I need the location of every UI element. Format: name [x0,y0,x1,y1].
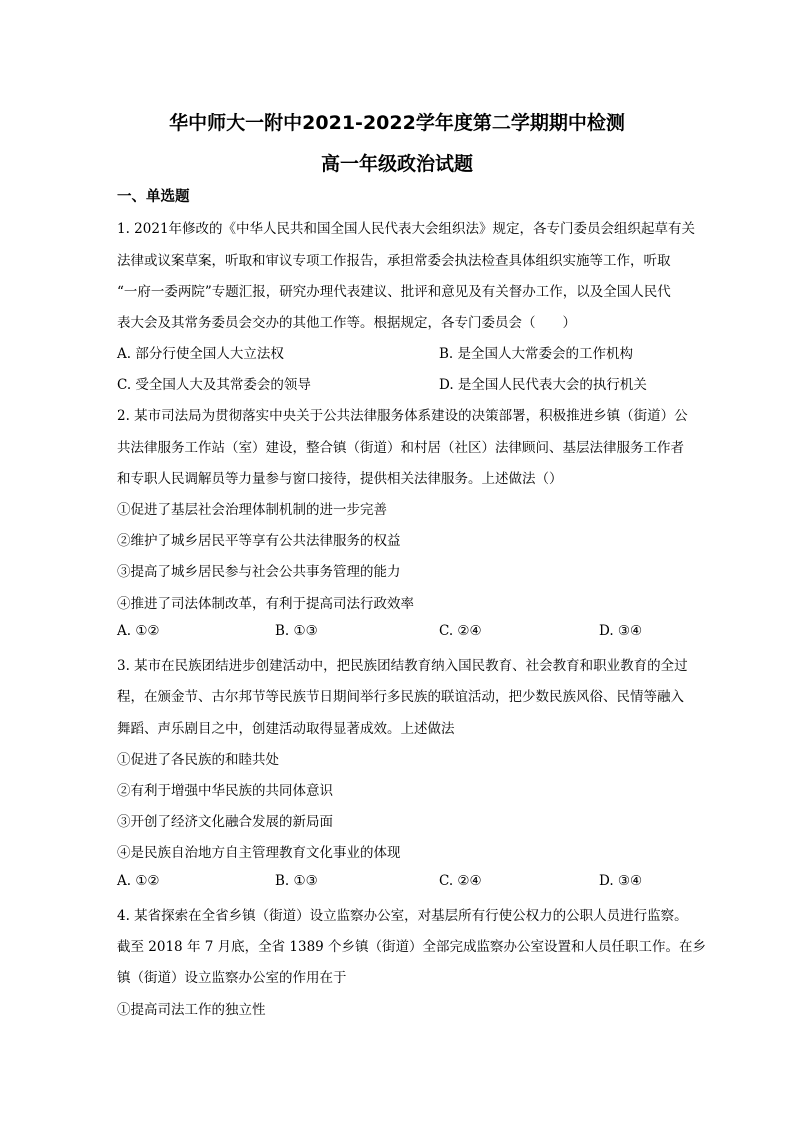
option-a: A. ①② [117,623,160,639]
question-line: 4. 某省探索在全省乡镇（街道）设立监察办公室，对基层所有行使公权力的公职人员进行监察。 [117,908,688,924]
question-line: 3. 某市在民族团结进步创建活动中，把民族团结教育纳入国民教育、社会教育和职业教育的全过 [117,658,688,674]
question-line: 程，在颁金节、古尔邦节等民族节日期间举行多民族的联谊活动，把少数民族风俗、民情等融入 [117,689,684,705]
question-line: 1. 2021年修改的《中华人民共和国全国人民代表大会组织法》规定，各专门委员会组织起草有关 [117,221,696,237]
option-d: D. ③④ [599,873,643,889]
question-line: 截至 2018 年 7 月底，全省 1389 个乡镇（街道）全部完成监察办公室设置和人员任职工作。在乡 [117,939,707,955]
statement-item: ①提高司法工作的独立性 [117,1002,266,1018]
question-line: 舞蹈、声乐剧目之中，创建活动取得显著成效。上述做法 [117,721,455,737]
statement-item: ③开创了经济文化融合发展的新局面 [117,814,333,830]
option-b: B. 是全国人大常委会的工作机构 [439,346,634,362]
question-line: “一府一委两院”专题汇报，研究办理代表建议、批评和意见及有关督办工作，以及全国人民代 [117,284,671,300]
statement-item: ①促进了基层社会治理体制机制的进一步完善 [117,502,387,518]
statement-item: ④是民族自治地方自主管理教育文化事业的体现 [117,845,401,861]
statement-item: ④推进了司法体制改革，有利于提高司法行政效率 [117,596,414,612]
option-c: C. ②④ [439,873,482,889]
option-d: D. 是全国人民代表大会的执行机关 [439,377,647,393]
statement-item: ③提高了城乡居民参与社会公共事务管理的能力 [117,564,401,580]
question-line: 和专职人民调解员等力量参与窗口接待，提供相关法律服务。上述做法（） [117,471,563,487]
statement-item: ①促进了各民族的和睦共处 [117,752,279,768]
exam-title: 华中师大一附中2021-2022学年度第二学期期中检测 [169,112,625,134]
question-line: 法律或议案草案，听取和审议专项工作报告，承担常委会执法检查具体组织实施等工作，听取 [117,253,671,269]
option-c: C. 受全国人大及其常委会的领导 [117,377,311,393]
option-c: C. ②④ [439,623,482,639]
option-b: B. ①③ [275,873,318,889]
section-heading: 一、单选题 [117,189,190,205]
option-a: A. 部分行使全国人大立法权 [117,346,284,362]
question-line: 镇（街道）设立监察办公室的作用在于 [117,970,347,986]
question-line: 表大会及其常务委员会交办的其他工作等。根据规定，各专门委员会（ ） [117,315,576,331]
statement-item: ②维护了城乡居民平等享有公共法律服务的权益 [117,533,401,549]
option-d: D. ③④ [599,623,643,639]
statement-item: ②有利于增强中华民族的共同体意识 [117,783,333,799]
exam-subtitle: 高一年级政治试题 [320,153,473,175]
question-line: 共法律服务工作站（室）建设，整合镇（街道）和村居（社区）法律顾问、基层法律服务工作者 [117,440,684,456]
option-b: B. ①③ [275,623,318,639]
option-a: A. ①② [117,873,160,889]
question-line: 2. 某市司法局为贯彻落实中央关于公共法律服务体系建设的决策部署，积极推进乡镇（街道）公 [117,408,688,424]
